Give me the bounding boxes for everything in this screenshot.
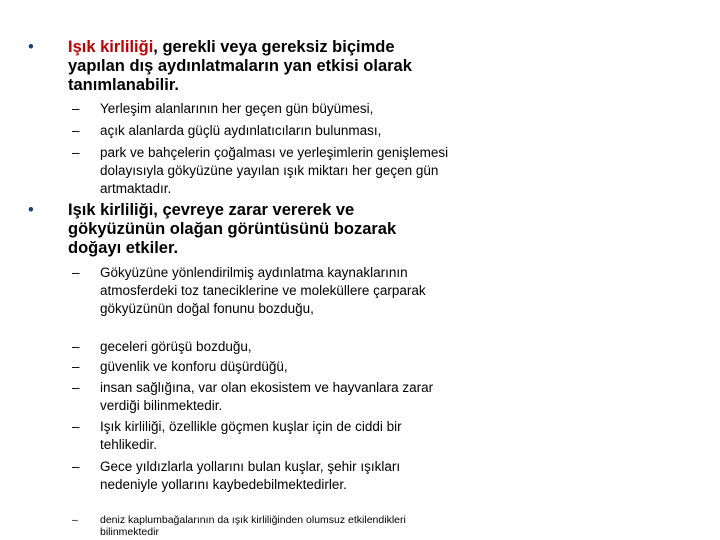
dash-marker: –: [72, 123, 80, 138]
bullet-marker: •: [28, 201, 34, 219]
sub-item-text: park ve bahçelerin çoğalması ve yerleşimlerin genişlemesi dolayısıyla gökyüzüne yayılan ışık miktarı her geçen gün artmaktadır.: [100, 145, 449, 196]
dash-marker: –: [72, 265, 80, 280]
sub-item-text: insan sağlığına, var olan ekosistem ve hayvanlara zarar verdiği bilinmektedir.: [100, 380, 434, 413]
sub-item-text: deniz kaplumbağalarının da ışık kirliliğinden olumsuz etkilendikleri bilinmektedir: [100, 514, 406, 538]
dash-marker: –: [72, 419, 80, 434]
sub-item-2-6: [72, 458, 460, 494]
bullet-text: , gerekli veya gereksiz biçimde yapılan dış aydınlatmaların yan etkisi olarak tanımlanabilir.: [68, 38, 412, 94]
dash-marker: –: [72, 101, 80, 116]
bullet-1: [28, 38, 443, 95]
dash-marker: –: [72, 514, 78, 526]
dash-marker: –: [72, 459, 80, 474]
sub-item-text: Gece yıldızlarla yollarını bulan kuşlar, şehir ışıkları nedeniyle yollarını kaybedebilmektedirler.: [100, 459, 401, 492]
sub-item-text: açık alanlarda güçlü aydınlatıcıların bulunması,: [100, 123, 382, 138]
sub-item-text: güvenlik ve konforu düşürdüğü,: [100, 359, 288, 374]
dash-marker: –: [72, 145, 80, 160]
dash-marker: –: [72, 380, 80, 395]
dash-marker: –: [72, 339, 80, 354]
sub-item-text: Gökyüzüne yönlendirilmiş aydınlatma kaynaklarının atmosferdeki toz taneciklerine ve moleküllere çarparak gökyüzünün doğal fonunu bozduğu,: [100, 265, 426, 316]
bullet-text: Işık kirliliği, çevreye zarar vererek ve gökyüzünün olağan görüntüsünü bozarak doğayı etkiler.: [68, 201, 397, 257]
bullet-2: [28, 201, 443, 258]
sub-item-2-4: [72, 379, 460, 415]
sub-item-text: geceleri görüşü bozduğu,: [100, 339, 252, 354]
sub-item-2-2: [72, 338, 460, 356]
sub-item-2-5: [72, 418, 460, 454]
sub-item-2-3: [72, 358, 460, 376]
sub-item-1-3: [72, 144, 460, 198]
sub-item-2-7: [72, 514, 460, 538]
sub-item-text: Işık kirliliği, özellikle göçmen kuşlar için de ciddi bir tehlikedir.: [100, 419, 402, 452]
highlight-term: Işık kirliliği: [68, 38, 154, 56]
sub-item-1-1: [72, 100, 460, 118]
sub-item-text: Yerleşim alanlarının her geçen gün büyümesi,: [100, 101, 374, 116]
sub-item-1-2: [72, 122, 460, 140]
sub-item-2-1: [72, 264, 460, 318]
bullet-marker: •: [28, 38, 34, 56]
dash-marker: –: [72, 359, 80, 374]
